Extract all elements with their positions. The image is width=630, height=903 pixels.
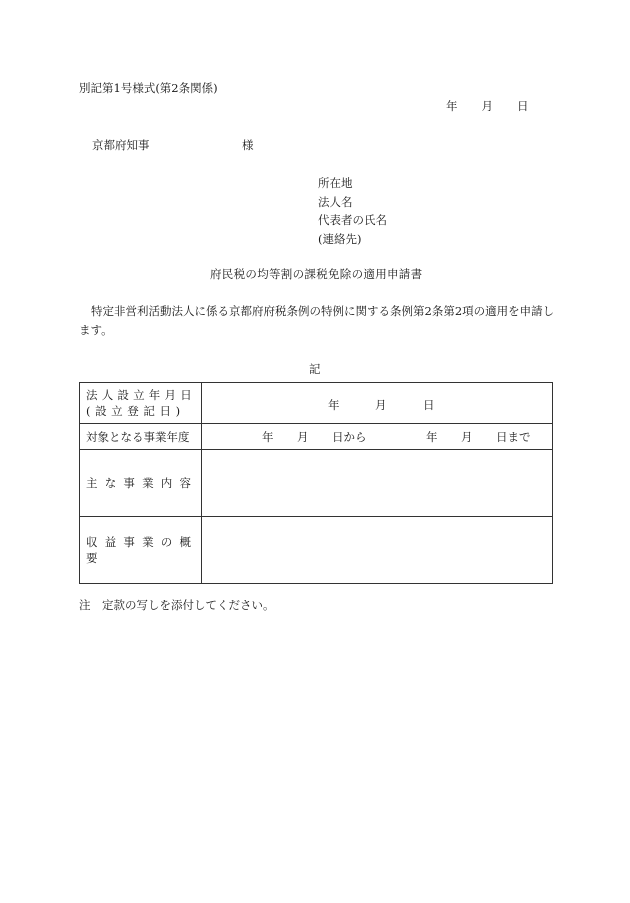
date-line xyxy=(446,98,529,114)
table-row xyxy=(80,450,553,517)
establishment-label-cell xyxy=(80,383,202,424)
document-title: 府民税の均等割の課税免除の適用申請書 xyxy=(210,267,423,281)
establishment-sub-label: (設立登記日) xyxy=(86,404,185,418)
establishment-day: 日 xyxy=(423,398,435,412)
fiscal-to-month: 月 xyxy=(461,429,473,444)
ki-heading: 記 xyxy=(309,362,321,376)
establishment-year: 年 xyxy=(328,398,340,412)
addressee-honorific: 様 xyxy=(242,138,254,152)
main-business-value-cell[interactable] xyxy=(202,450,553,517)
detail-table xyxy=(79,382,553,584)
fiscal-year-label: 対象となる事業年度 xyxy=(86,429,190,444)
main-business-label: 主な事業内容 xyxy=(86,476,199,490)
table-row xyxy=(80,383,553,424)
contact-label: (連絡先) xyxy=(318,231,362,246)
main-business-label-cell xyxy=(80,450,202,517)
fiscal-from-month: 月 xyxy=(297,429,309,444)
profit-business-label-cell xyxy=(80,517,202,584)
profit-business-value-cell[interactable] xyxy=(202,517,553,584)
applicant-block xyxy=(318,174,387,248)
representative-label: 代表者の氏名 xyxy=(318,213,387,227)
form-number: 別記第1号様式(第2条関係) xyxy=(79,81,218,95)
profit-business-label: 収益事業の概要 xyxy=(86,535,199,565)
addressee xyxy=(92,137,254,153)
fiscal-from-year: 年 xyxy=(262,429,274,444)
body-text: 特定非営利活動法人に係る京都府府税条例の特例に関する条例第2条第2項の適用を申請します。 xyxy=(79,304,555,337)
fiscal-from-day: 日から xyxy=(332,429,367,444)
establishment-value-cell[interactable] xyxy=(202,383,553,424)
table-row xyxy=(80,424,553,450)
date-year: 年 xyxy=(446,99,458,113)
establishment-label: 法人設立年月日 xyxy=(86,388,196,402)
date-month: 月 xyxy=(481,99,493,113)
table-row xyxy=(80,517,553,584)
fiscal-to-day: 日まで xyxy=(496,429,531,444)
fiscal-year-value-cell[interactable] xyxy=(202,424,553,450)
addressee-name: 京都府知事 xyxy=(92,138,150,152)
fiscal-to-year: 年 xyxy=(426,429,438,444)
corp-name-label: 法人名 xyxy=(318,194,353,209)
address-label: 所在地 xyxy=(318,176,353,190)
establishment-month: 月 xyxy=(375,398,387,412)
fiscal-year-label-cell xyxy=(80,424,202,450)
note: 注 定款の写しを添付してください。 xyxy=(79,598,275,612)
date-day: 日 xyxy=(517,99,529,113)
